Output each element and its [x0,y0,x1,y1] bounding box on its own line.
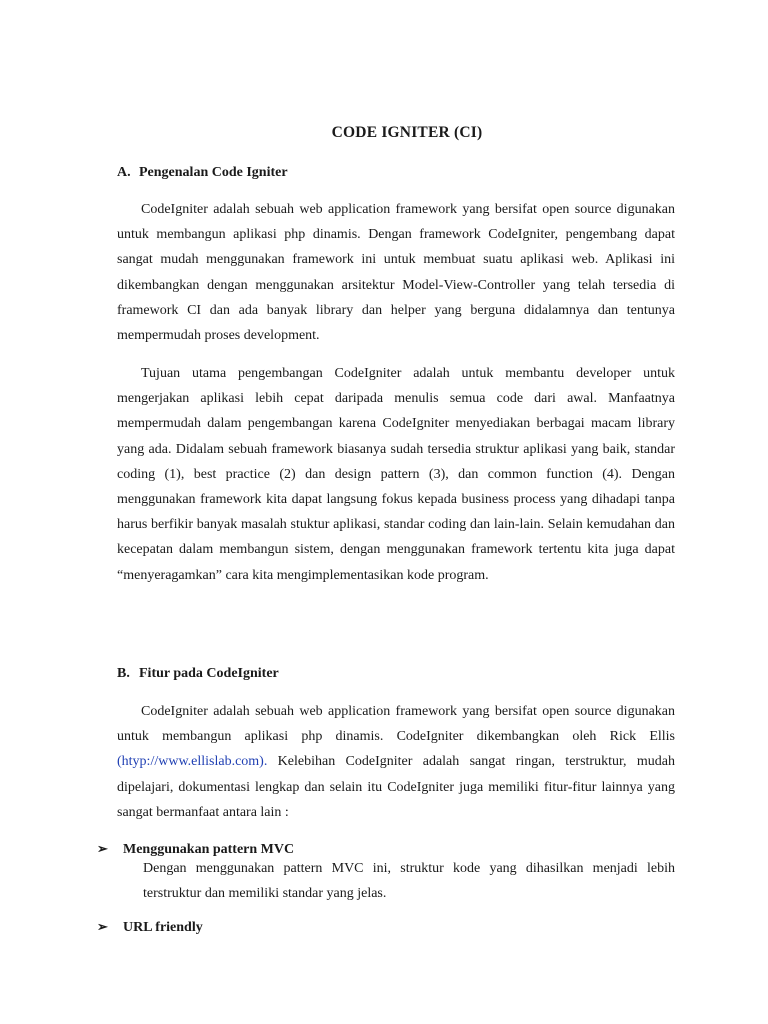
section-b-letter: B. [117,666,130,681]
feature-mvc-body: Dengan menggunakan pattern MVC ini, struktur kode yang dihasilkan menjadi lebih terstruktur dan memiliki standar yang jelas. [143,861,675,902]
arrow-bullet-icon: ➢ [97,841,108,856]
section-a-heading [117,165,288,181]
section-a-paragraph-1: CodeIgniter adalah sebuah web application framework yang bersifat open source digunakan untuk membangun aplikasi php dinamis. Dengan framework CodeIgniter, pengembang dapat sangat mudah menggunakan framework ini untuk membuat suatu aplikasi web. Aplikasi ini dikembangkan dengan menggunakan arsitektur Model-View-Controller yang telah tersedia di framework CI dan ada banyak library dan helper yang berguna didalamnya dan tentunya mempermudah proses development. [117,202,675,344]
feature-url-title: URL friendly [123,920,203,935]
section-a-paragraph-2: Tujuan utama pengembangan CodeIgniter adalah untuk membantu developer untuk mengerjakan aplikasi lebih cepat daripada menulis semua code dari awal. Manfaatnya mempermudah dalam pengembangan karena CodeIgniter menyediakan berbagai macam library yang ada. Didalam sebuah framework biasanya sudah tersedia struktur aplikasi yang baik, standar coding (1), best practice (2) dan design pattern (3), dan common function (4). Dengan menggunakan framework kita dapat langsung fokus kepada business process yang dihadapi tanpa harus berfikir banyak masalah stuktur aplikasi, standar coding dan lain-lain. Selain kemudahan dan kecepatan dalam membangun sistem, dengan menggunakan framework tertentu kita juga dapat “menyeragamkan” cara kita mengimplementasikan kode program. [117,366,675,583]
section-b-paragraph-start: CodeIgniter adalah sebuah web application framework yang bersifat open source digunakan untuk membangun aplikasi php dinamis. CodeIgniter dikembangkan oleh Rick Ellis [117,704,675,745]
section-b-paragraph-end: Kelebihan CodeIgniter adalah sangat ringan, terstruktur, mudah dipelajari, dokumentasi lengkap dan selain itu CodeIgniter juga memiliki fitur-fitur lainnya yang sangat bermanfaat antara lain : [117,754,675,820]
section-b-paragraph [117,699,675,825]
feature-url-heading [97,919,203,936]
section-a-heading-text: Pengenalan Code Igniter [139,165,288,180]
section-a-letter: A. [117,165,131,180]
section-b-heading [117,666,279,682]
ellislab-link[interactable]: (htyp://www.ellislab.com). [117,754,268,770]
arrow-bullet-icon: ➢ [97,919,108,934]
feature-mvc-title: Menggunakan pattern MVC [123,842,295,857]
section-b-heading-text: Fitur pada CodeIgniter [139,666,279,681]
document-title: CODE IGNITER (CI) [331,124,483,141]
